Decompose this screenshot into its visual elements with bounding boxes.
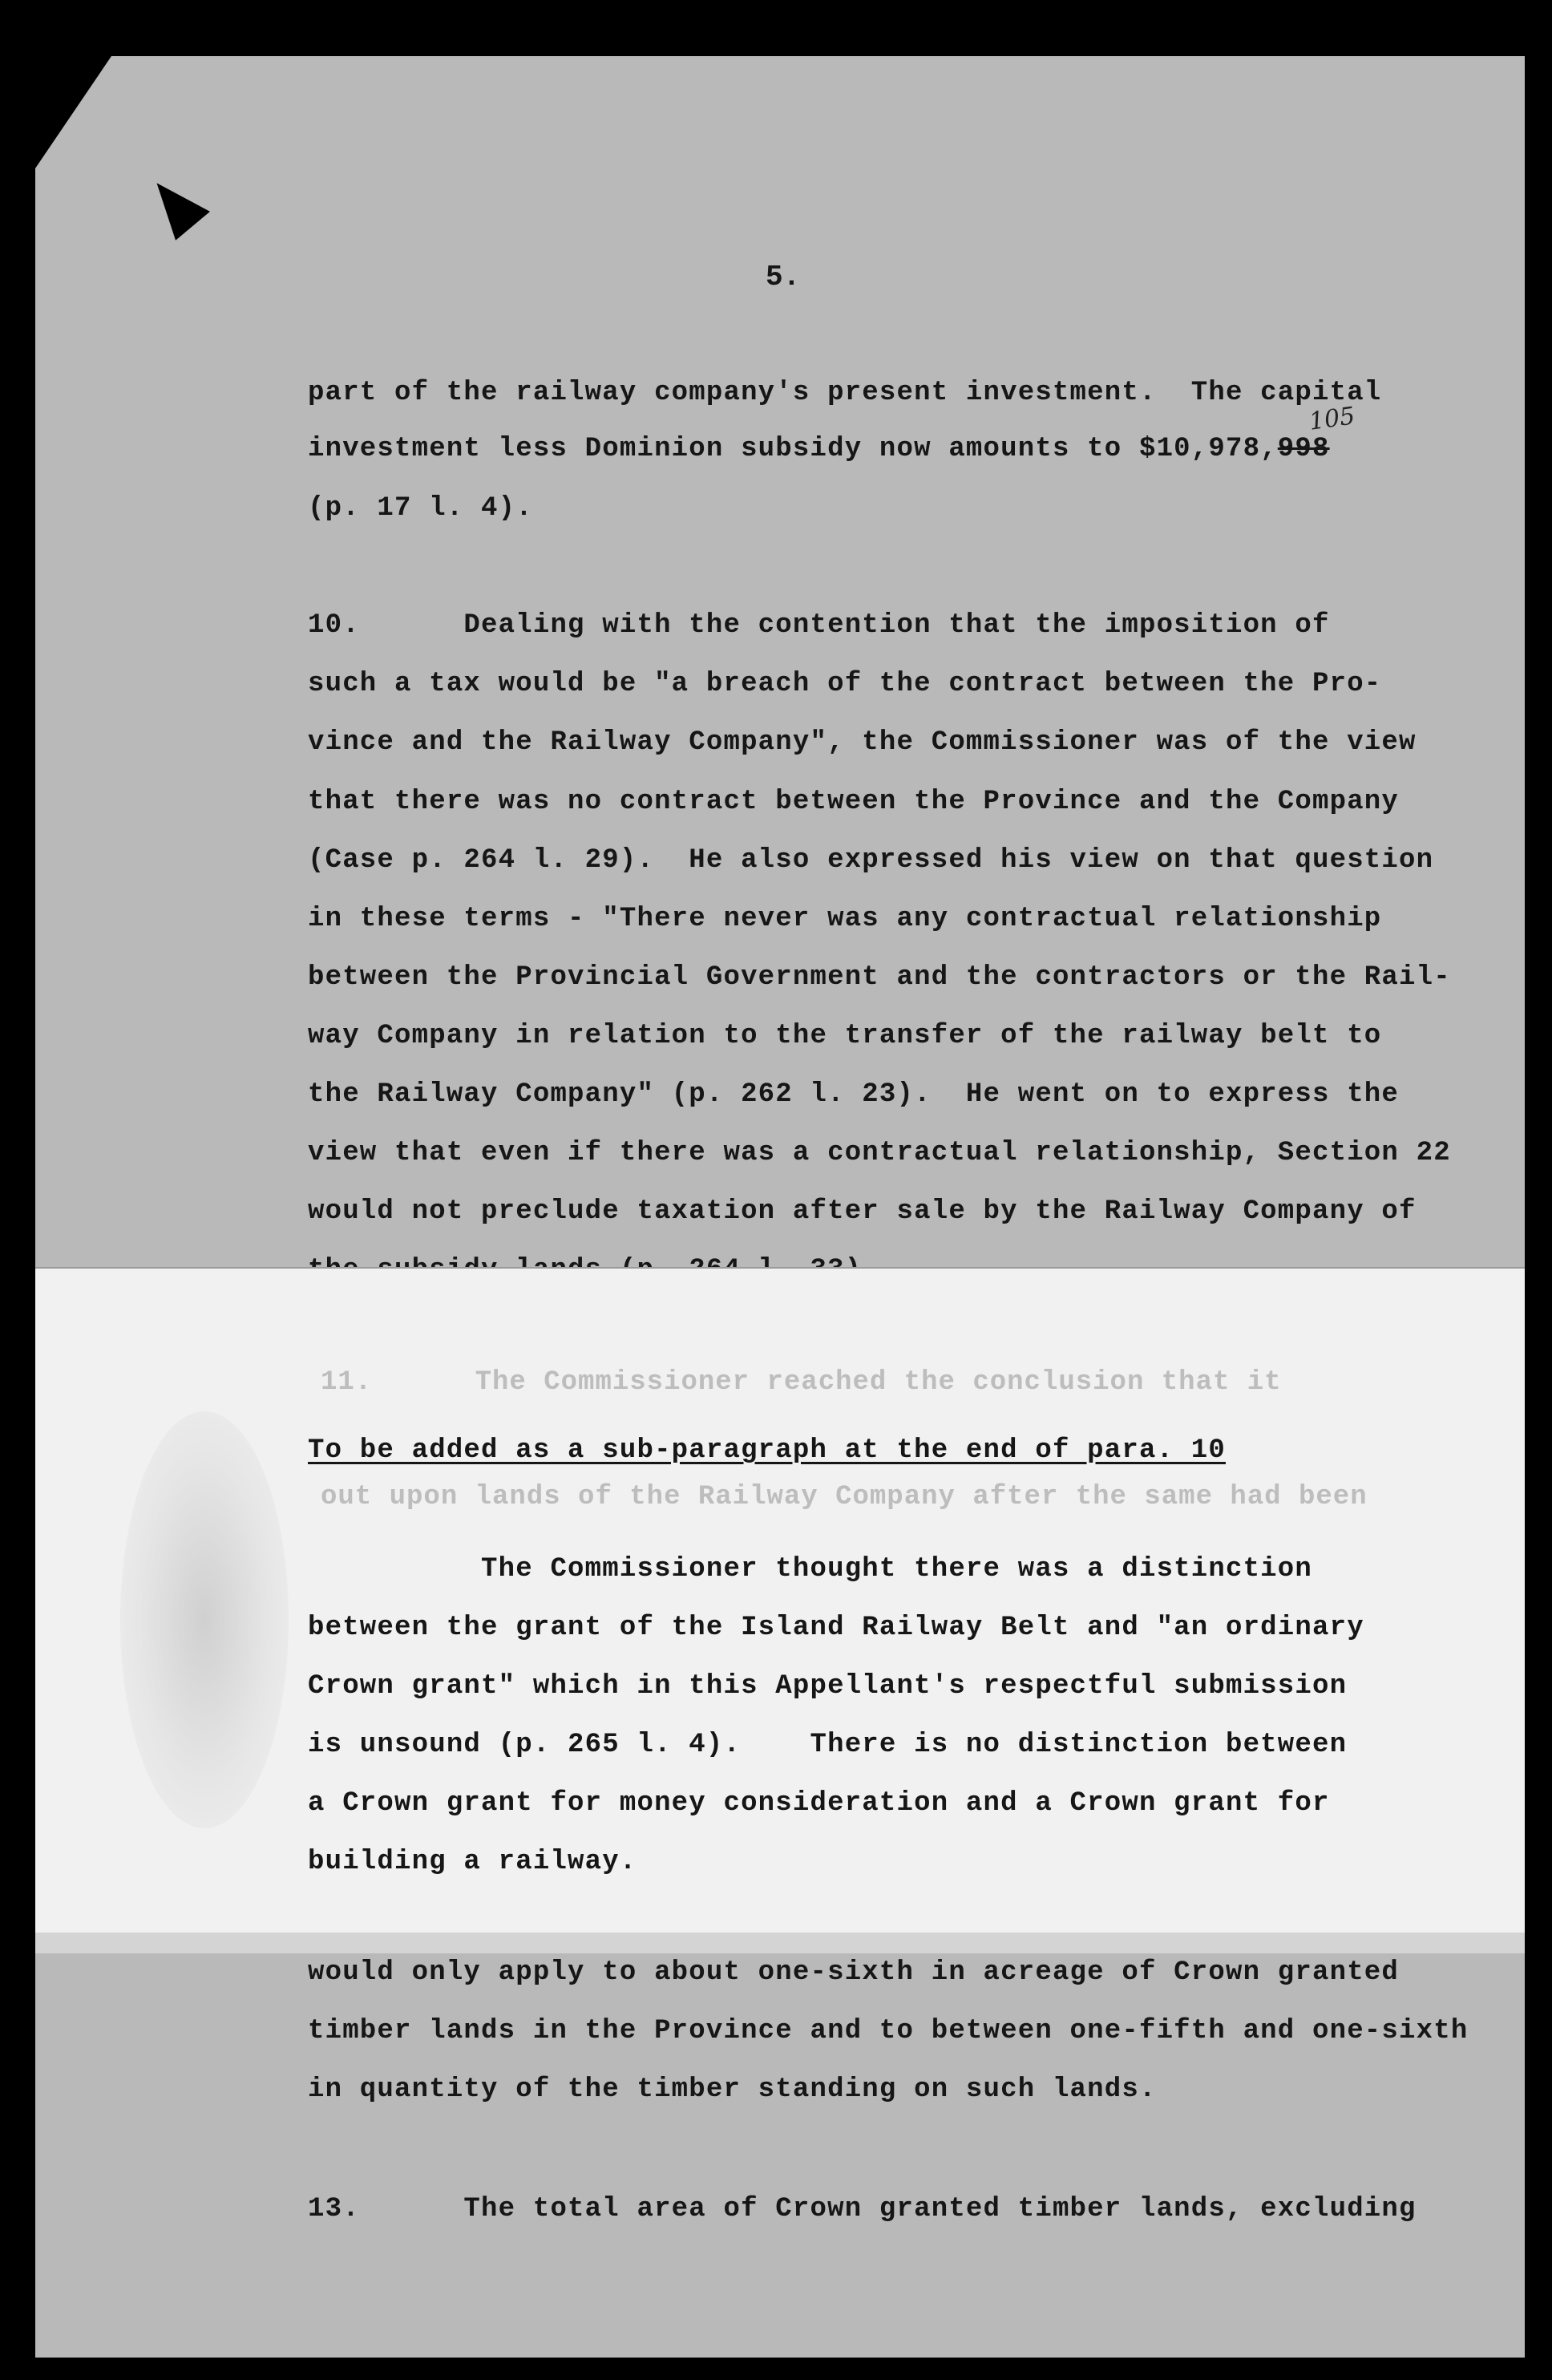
text-line: between the grant of the Island Railway Belt and "an ordinary xyxy=(308,1613,1364,1643)
slip-edge-shadow xyxy=(35,1933,1525,1953)
text-line: in these terms - "There never was any contractual relationship xyxy=(308,904,1382,934)
text-line: (Case p. 264 l. 29). He also expressed his view on that question xyxy=(308,845,1434,876)
text-line: is unsound (p. 265 l. 4). There is no distinction between xyxy=(308,1730,1348,1760)
text-line: investment less Dominion subsidy now amounts to $10,978,998 xyxy=(308,434,1330,464)
text-line: The Commissioner thought there was a distinction xyxy=(308,1554,1312,1585)
text-line: that there was no contract between the Province and the Company xyxy=(308,787,1400,817)
text-line: in quantity of the timber standing on such lands. xyxy=(308,2074,1157,2105)
paragraph-13: 13. The total area of Crown granted timber lands, excluding xyxy=(308,2194,1417,2224)
text-line: would not preclude taxation after sale by the Railway Company of xyxy=(308,1196,1417,1227)
text-line: timber lands in the Province and to between one-fifth and one-sixth xyxy=(308,2016,1469,2046)
text-line: (p. 17 l. 4). xyxy=(308,493,533,524)
handwritten-correction: 105 xyxy=(1307,402,1357,436)
text-line: part of the railway company's present investment. The capital xyxy=(308,378,1382,408)
text-line: vince and the Railway Company", the Commissioner was of the view xyxy=(308,727,1417,758)
text-line: such a tax would be "a breach of the contract between the Pro- xyxy=(308,669,1382,699)
struck-digits: 998 xyxy=(1277,434,1330,464)
insert-heading: To be added as a sub-paragraph at the end of para. 10 xyxy=(308,1435,1226,1466)
bleed-through-text: 11. The Commissioner reached the conclusion that it xyxy=(321,1367,1282,1398)
bleed-through-text: out upon lands of the Railway Company after the same had been xyxy=(321,1482,1368,1512)
text-line: building a railway. xyxy=(308,1847,637,1877)
text-line: way Company in relation to the transfer of the railway belt to xyxy=(308,1021,1382,1051)
text-line: Crown grant" which in this Appellant's respectful submission xyxy=(308,1671,1348,1702)
paper-stain xyxy=(120,1411,289,1828)
text-line: a Crown grant for money consideration and a Crown grant for xyxy=(308,1788,1330,1819)
text-line: 10. Dealing with the contention that the imposition of xyxy=(308,610,1330,641)
text-line: the Railway Company" (p. 262 l. 23). He went on to express the xyxy=(308,1079,1400,1110)
text-line: view that even if there was a contractual relationship, Section 22 xyxy=(308,1138,1451,1168)
text-line: between the Provincial Government and the contractors or the Rail- xyxy=(308,962,1451,993)
page-number: 5. xyxy=(766,261,801,293)
text-line: would only apply to about one-sixth in acreage of Crown granted xyxy=(308,1957,1400,1988)
